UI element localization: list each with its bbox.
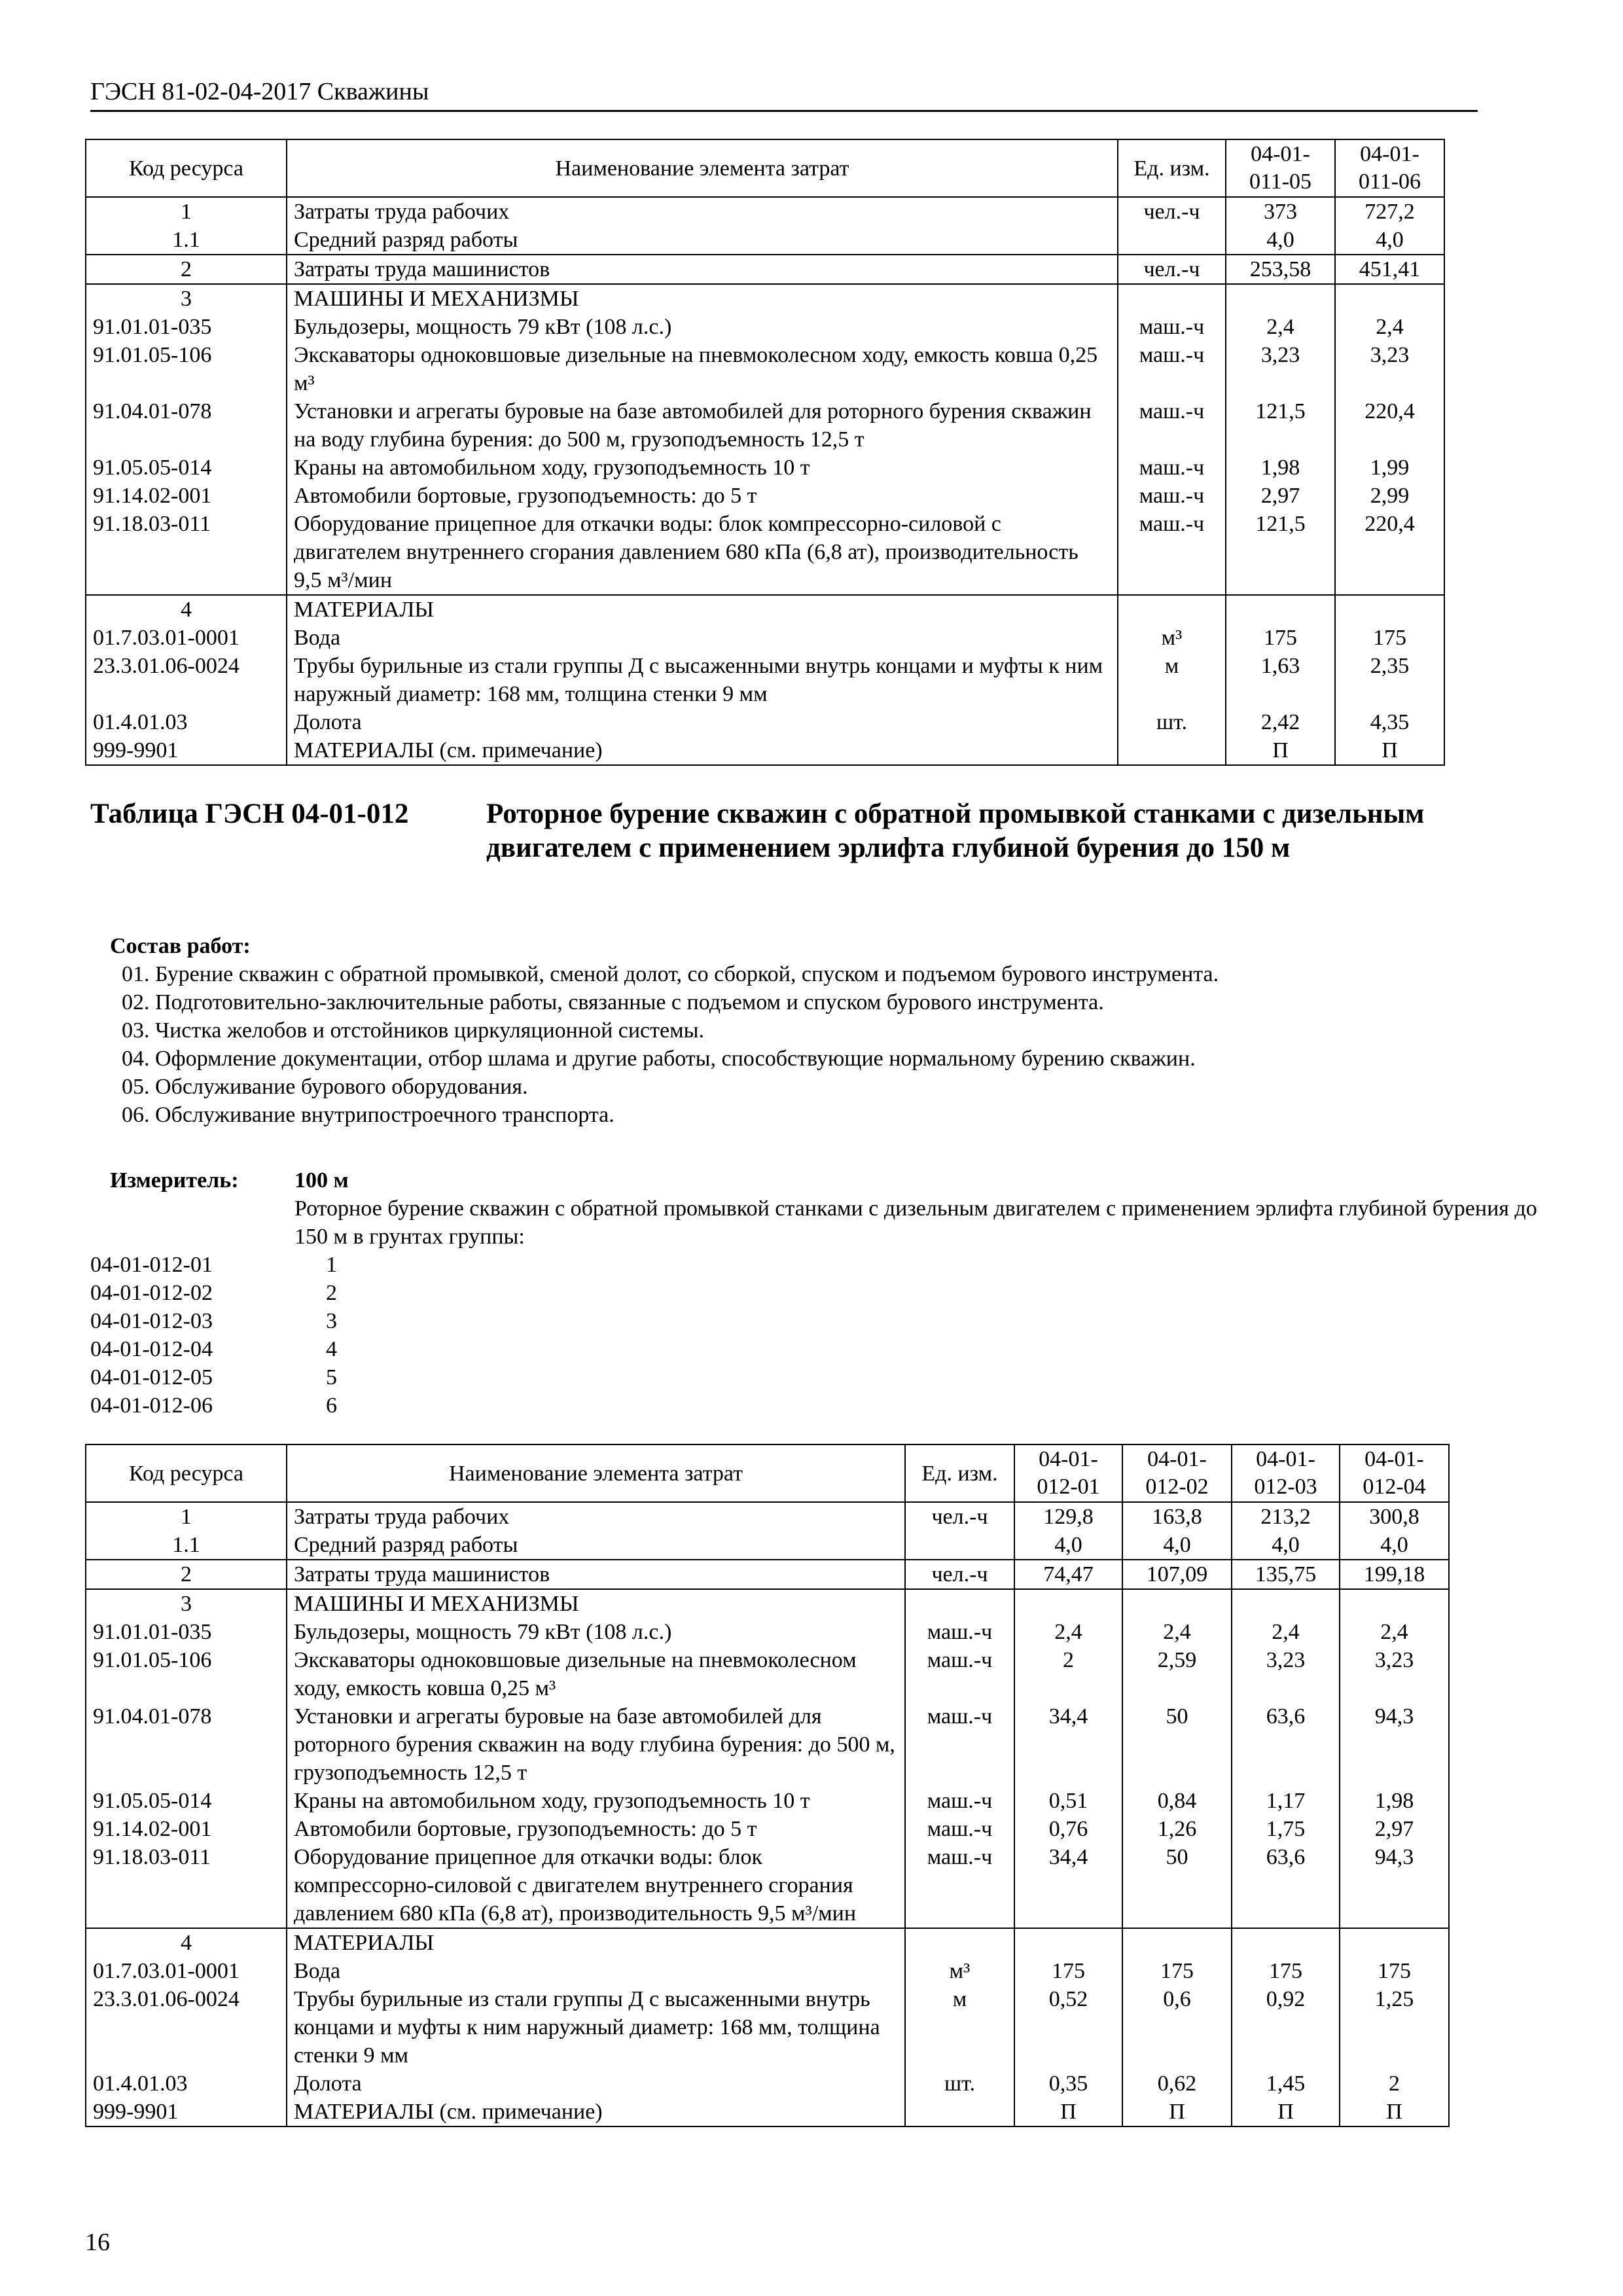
cell-value: 2 (1340, 2070, 1449, 2098)
cell-value: 2,99 (1335, 482, 1444, 510)
cell-unit: чел.-ч (1118, 255, 1226, 284)
cell-value: 1,25 (1340, 1985, 1449, 2070)
cell-value: 2,59 (1122, 1646, 1232, 1702)
table-row (86, 313, 1444, 341)
cell-value (1122, 1589, 1232, 1618)
cell-code: 1.1 (86, 1531, 287, 1560)
meter-code: 04-01-012-05 (90, 1365, 213, 1390)
cell-code: 91.14.02-001 (86, 482, 287, 510)
cell-value: 0,52 (1014, 1985, 1122, 2070)
cell-code: 91.14.02-001 (86, 1815, 287, 1843)
cell-name: Экскаваторы одноковшовые дизельные на пневмоколесном ходу, емкость ковша 0,25 м³ (287, 1646, 905, 1702)
works-title: Состав работ: (110, 934, 251, 958)
cell-value: 2,4 (1014, 1618, 1122, 1646)
table-row (86, 510, 1444, 595)
cell-value: 94,3 (1340, 1843, 1449, 1928)
cell-name: МАШИНЫ И МЕХАНИЗМЫ (287, 284, 1118, 313)
cell-name: Вода (287, 624, 1118, 652)
cell-unit: маш.-ч (1118, 397, 1226, 454)
cell-value: 2,4 (1335, 313, 1444, 341)
cell-value: 1,75 (1232, 1815, 1340, 1843)
cell-name: Долота (287, 708, 1118, 736)
cell-value: 1,45 (1232, 2070, 1340, 2098)
cell-unit (905, 1589, 1014, 1618)
header-unit: Ед. изм. (1118, 139, 1226, 197)
cell-name: Краны на автомобильном ходу, грузоподъемность 10 т (287, 454, 1118, 482)
cell-value: 3,23 (1226, 341, 1335, 397)
cell-unit: маш.-ч (905, 1702, 1014, 1787)
cell-value: 0,84 (1122, 1787, 1232, 1815)
meter-code: 04-01-012-06 (90, 1393, 213, 1418)
header-name: Наименование элемента затрат (287, 1444, 905, 1502)
meter-group: 1 (326, 1253, 337, 1277)
cell-value: 373 (1226, 197, 1335, 226)
cell-code: 999-9901 (86, 736, 287, 765)
header-code: Код ресурса (86, 139, 287, 197)
cell-name: Установки и агрегаты буровые на базе автомобилей для роторного бурения скважин на воду глубина бурения: до 500 м, грузоподъемность 12,5 т (287, 1702, 905, 1787)
cell-unit: маш.-ч (905, 1646, 1014, 1702)
table-row (86, 1928, 1449, 1957)
cell-name: Автомобили бортовые, грузоподъемность: до 5 т (287, 1815, 905, 1843)
cell-name: Затраты труда рабочих (287, 1502, 905, 1531)
cell-value: 50 (1122, 1702, 1232, 1787)
cell-value: П (1340, 2098, 1449, 2126)
table-row (86, 708, 1444, 736)
cell-value: 4,0 (1335, 226, 1444, 255)
cell-unit: чел.-ч (905, 1560, 1014, 1589)
cell-name: Экскаваторы одноковшовые дизельные на пневмоколесном ходу, емкость ковша 0,25 м³ (287, 341, 1118, 397)
cell-unit: м (1118, 652, 1226, 708)
cell-value: 4,0 (1232, 1531, 1340, 1560)
cell-value (1014, 1928, 1122, 1957)
table-row (86, 1618, 1449, 1646)
cell-unit (1118, 736, 1226, 765)
table-row (86, 1985, 1449, 2070)
cell-unit: маш.-ч (1118, 454, 1226, 482)
table-row (86, 1589, 1449, 1618)
table-row (86, 255, 1444, 284)
cell-code: 23.3.01.06-0024 (86, 652, 287, 708)
table-row (86, 1702, 1449, 1787)
cell-name: МАТЕРИАЛЫ (287, 1928, 905, 1957)
meter-label: Измеритель: (110, 1168, 239, 1193)
cell-value: 4,0 (1122, 1531, 1232, 1560)
meter-code: 04-01-012-04 (90, 1337, 213, 1361)
cell-value (1122, 1928, 1232, 1957)
cell-value (1335, 284, 1444, 313)
table-row (86, 397, 1444, 454)
cell-name: Бульдозеры, мощность 79 кВт (108 л.с.) (287, 313, 1118, 341)
cell-value: 727,2 (1335, 197, 1444, 226)
cell-unit (905, 1928, 1014, 1957)
meter-code-row (90, 1279, 548, 1307)
cell-value: 0,51 (1014, 1787, 1122, 1815)
cell-value: П (1226, 736, 1335, 765)
meter-group: 2 (326, 1281, 337, 1305)
table-row (86, 341, 1444, 397)
cell-unit: маш.-ч (1118, 482, 1226, 510)
page-header: ГЭСН 81-02-04-2017 Скважины (90, 77, 1478, 112)
cell-value: 0,62 (1122, 2070, 1232, 2098)
cell-name: Трубы бурильные из стали группы Д с высаженными внутрь концами и муфты к ним наружный диаметр: 168 мм, толщина стенки 9 мм (287, 652, 1118, 708)
cell-value: П (1232, 2098, 1340, 2126)
cell-value: 4,0 (1340, 1531, 1449, 1560)
cell-value: 34,4 (1014, 1702, 1122, 1787)
works-item: 03. Чистка желобов и отстойников циркуляционной системы. (122, 1018, 704, 1043)
meter-code: 04-01-012-02 (90, 1281, 213, 1305)
cell-unit: маш.-ч (905, 1787, 1014, 1815)
table-header-row (86, 139, 1444, 197)
cell-unit: чел.-ч (905, 1502, 1014, 1531)
meter-code-row (90, 1391, 548, 1420)
cell-unit: шт. (905, 2070, 1014, 2098)
cell-unit (1118, 226, 1226, 255)
cell-value (1335, 595, 1444, 624)
cell-code: 91.18.03-011 (86, 1843, 287, 1928)
cell-value: 1,26 (1122, 1815, 1232, 1843)
table-row (86, 1646, 1449, 1702)
cell-value: 213,2 (1232, 1502, 1340, 1531)
cell-unit (905, 1531, 1014, 1560)
cell-value: 63,6 (1232, 1702, 1340, 1787)
cell-value: 2,42 (1226, 708, 1335, 736)
cell-value: 34,4 (1014, 1843, 1122, 1928)
cell-name: Затраты труда рабочих (287, 197, 1118, 226)
cell-value: 63,6 (1232, 1843, 1340, 1928)
cell-value: 3,23 (1335, 341, 1444, 397)
table-row (86, 736, 1444, 765)
cell-value (1226, 595, 1335, 624)
cell-name: Трубы бурильные из стали группы Д с высаженными внутрь концами и муфты к ним наружный диаметр: 168 мм, толщина стенки 9 мм (287, 1985, 905, 2070)
cell-value: 0,92 (1232, 1985, 1340, 2070)
cell-name: Установки и агрегаты буровые на базе автомобилей для роторного бурения скважин на воду глубина бурения: до 500 м, грузоподъемность 12,5 т (287, 397, 1118, 454)
header-col: 04-01- 012-02 (1122, 1444, 1232, 1502)
header-col: 04-01- 011-06 (1335, 139, 1444, 197)
cell-value: 2,4 (1232, 1618, 1340, 1646)
cell-value: 2,4 (1122, 1618, 1232, 1646)
works-item: 01. Бурение скважин с обратной промывкой, сменой долот, со сборкой, спуском и подъемом бурового инструмента. (122, 962, 1219, 986)
meter-codes (90, 1251, 548, 1420)
cell-unit (905, 2098, 1014, 2126)
cell-value (1232, 1589, 1340, 1618)
cell-value: 2,4 (1226, 313, 1335, 341)
header-col: 04-01- 011-05 (1226, 139, 1335, 197)
meter-code-row (90, 1307, 548, 1335)
cell-unit: маш.-ч (905, 1815, 1014, 1843)
cell-value (1340, 1928, 1449, 1957)
meter-group: 5 (326, 1365, 337, 1390)
table-row (86, 1560, 1449, 1589)
table-row (86, 226, 1444, 255)
cell-value: 0,76 (1014, 1815, 1122, 1843)
cell-code: 01.4.01.03 (86, 708, 287, 736)
cell-value (1014, 1589, 1122, 1618)
cell-value: 175 (1226, 624, 1335, 652)
cell-name: Долота (287, 2070, 905, 2098)
cell-value: 199,18 (1340, 1560, 1449, 1589)
cell-name: Оборудование прицепное для откачки воды: блок компрессорно-силовой с двигателем внутреннего сгорания давлением 680 кПа (6,8 ат), производительность 9,5 м³/мин (287, 510, 1118, 595)
cell-unit: м (905, 1985, 1014, 2070)
cell-name: Вода (287, 1957, 905, 1985)
header-name: Наименование элемента затрат (287, 139, 1118, 197)
cell-value: 94,3 (1340, 1702, 1449, 1787)
header-unit: Ед. изм. (905, 1444, 1014, 1502)
cell-value (1226, 284, 1335, 313)
cell-unit (1118, 595, 1226, 624)
header-col: 04-01- 012-04 (1340, 1444, 1449, 1502)
meter-code-row (90, 1363, 548, 1391)
cell-unit: маш.-ч (905, 1843, 1014, 1928)
cell-code: 91.01.01-035 (86, 1618, 287, 1646)
cell-value: 2,97 (1226, 482, 1335, 510)
cell-code: 3 (86, 1589, 287, 1618)
cell-unit: шт. (1118, 708, 1226, 736)
cell-code: 91.04.01-078 (86, 1702, 287, 1787)
cell-code: 91.05.05-014 (86, 1787, 287, 1815)
cell-code: 01.4.01.03 (86, 2070, 287, 2098)
cell-value: 253,58 (1226, 255, 1335, 284)
meter-code: 04-01-012-03 (90, 1309, 213, 1333)
cell-value (1232, 1928, 1340, 1957)
table-caption-label: Таблица ГЭСН 04-01-012 (90, 798, 409, 829)
table-row (86, 1502, 1449, 1531)
cell-unit: маш.-ч (1118, 341, 1226, 397)
table-row (86, 1843, 1449, 1928)
works-item: 04. Оформление документации, отбор шлама и другие работы, способствующие нормальному бурению скважин. (122, 1047, 1196, 1071)
cell-value: 175 (1340, 1957, 1449, 1985)
cell-value: 135,75 (1232, 1560, 1340, 1589)
cell-unit (1118, 284, 1226, 313)
meter-description: Роторное бурение скважин с обратной промывкой станками с дизельным двигателем с применением эрлифта глубиной бурения до 150 м в грунтах группы: (294, 1196, 1537, 1249)
cell-value: 175 (1014, 1957, 1122, 1985)
table-row (86, 1815, 1449, 1843)
cell-value: П (1335, 736, 1444, 765)
cell-value: 4,35 (1335, 708, 1444, 736)
cell-value: 0,35 (1014, 2070, 1122, 2098)
meter-group: 4 (326, 1337, 337, 1361)
cell-value: 4,0 (1226, 226, 1335, 255)
cell-value: П (1122, 2098, 1232, 2126)
works-item: 06. Обслуживание внутрипостроечного транспорта. (122, 1103, 615, 1127)
cell-value: 121,5 (1226, 397, 1335, 454)
cell-value: 300,8 (1340, 1502, 1449, 1531)
header-col: 04-01- 012-03 (1232, 1444, 1340, 1502)
table-row (86, 2098, 1449, 2126)
resource-table-012 (85, 1444, 1450, 2127)
cell-value: 451,41 (1335, 255, 1444, 284)
table-row (86, 284, 1444, 313)
cell-value: 2,35 (1335, 652, 1444, 708)
table-caption-text: Роторное бурение скважин с обратной промывкой станками с дизельным двигателем с применением эрлифта глубиной бурения до 150 м (486, 798, 1425, 863)
cell-value: 0,6 (1122, 1985, 1232, 2070)
cell-code: 1.1 (86, 226, 287, 255)
works-item: 02. Подготовительно-заключительные работы, связанные с подъемом и спуском бурового инструмента. (122, 990, 1104, 1014)
cell-name: Автомобили бортовые, грузоподъемность: до 5 т (287, 482, 1118, 510)
cell-value: 74,47 (1014, 1560, 1122, 1589)
cell-value: 2 (1014, 1646, 1122, 1702)
cell-code: 91.04.01-078 (86, 397, 287, 454)
cell-value: 3,23 (1340, 1646, 1449, 1702)
table-header-row (86, 1444, 1449, 1502)
cell-name: МАТЕРИАЛЫ (287, 595, 1118, 624)
table-body (86, 1502, 1449, 2126)
cell-value: 3,23 (1232, 1646, 1340, 1702)
cell-code: 91.01.05-106 (86, 1646, 287, 1702)
cell-name: МАТЕРИАЛЫ (см. примечание) (287, 2098, 905, 2126)
works-item: 05. Обслуживание бурового оборудования. (122, 1075, 528, 1099)
cell-code: 01.7.03.01-0001 (86, 624, 287, 652)
cell-name: Средний разряд работы (287, 226, 1118, 255)
cell-code: 91.01.01-035 (86, 313, 287, 341)
cell-value: 220,4 (1335, 397, 1444, 454)
cell-value: 107,09 (1122, 1560, 1232, 1589)
cell-code: 91.01.05-106 (86, 341, 287, 397)
meter-unit: 100 м (294, 1168, 349, 1193)
resource-table-011 (85, 139, 1445, 766)
cell-value: 2,97 (1340, 1815, 1449, 1843)
cell-value: 220,4 (1335, 510, 1444, 595)
cell-code: 999-9901 (86, 2098, 287, 2126)
table-row (86, 624, 1444, 652)
cell-value: 2,4 (1340, 1618, 1449, 1646)
meter-code-row (90, 1251, 548, 1279)
table-row (86, 197, 1444, 226)
works-list (110, 932, 1219, 1129)
cell-unit: маш.-ч (905, 1618, 1014, 1646)
cell-code: 1 (86, 197, 287, 226)
cell-name: МАТЕРИАЛЫ (см. примечание) (287, 736, 1118, 765)
cell-name: Бульдозеры, мощность 79 кВт (108 л.с.) (287, 1618, 905, 1646)
cell-unit: м³ (905, 1957, 1014, 1985)
page-number: 16 (85, 2229, 110, 2256)
cell-value: 175 (1335, 624, 1444, 652)
meter-code-row (90, 1335, 548, 1363)
cell-value: 175 (1232, 1957, 1340, 1985)
cell-code: 91.18.03-011 (86, 510, 287, 595)
cell-code: 3 (86, 284, 287, 313)
cell-code: 01.7.03.01-0001 (86, 1957, 287, 1985)
table-row (86, 595, 1444, 624)
cell-unit: маш.-ч (1118, 313, 1226, 341)
cell-code: 4 (86, 595, 287, 624)
header-col: 04-01- 012-01 (1014, 1444, 1122, 1502)
cell-code: 2 (86, 1560, 287, 1589)
cell-name: Оборудование прицепное для откачки воды: блок компрессорно-силовой с двигателем внутреннего сгорания давлением 680 кПа (6,8 ат), производительность 9,5 м³/мин (287, 1843, 905, 1928)
cell-value: 1,98 (1340, 1787, 1449, 1815)
cell-code: 1 (86, 1502, 287, 1531)
cell-value: 129,8 (1014, 1502, 1122, 1531)
cell-value: П (1014, 2098, 1122, 2126)
cell-value: 1,17 (1232, 1787, 1340, 1815)
cell-name: МАШИНЫ И МЕХАНИЗМЫ (287, 1589, 905, 1618)
meter-group: 6 (326, 1393, 337, 1418)
cell-value: 163,8 (1122, 1502, 1232, 1531)
meter-code: 04-01-012-01 (90, 1253, 213, 1277)
table-row (86, 2070, 1449, 2098)
table-body (86, 197, 1444, 765)
meter-group: 3 (326, 1309, 337, 1333)
table-row (86, 652, 1444, 708)
cell-code: 2 (86, 255, 287, 284)
cell-value: 121,5 (1226, 510, 1335, 595)
cell-unit: м³ (1118, 624, 1226, 652)
cell-value: 50 (1122, 1843, 1232, 1928)
table-row (86, 482, 1444, 510)
cell-code: 4 (86, 1928, 287, 1957)
table-row (86, 1531, 1449, 1560)
cell-name: Затраты труда машинистов (287, 255, 1118, 284)
table-row (86, 1787, 1449, 1815)
cell-name: Затраты труда машинистов (287, 1560, 905, 1589)
cell-value (1340, 1589, 1449, 1618)
header-code: Код ресурса (86, 1444, 287, 1502)
cell-value: 175 (1122, 1957, 1232, 1985)
cell-unit: чел.-ч (1118, 197, 1226, 226)
cell-name: Средний разряд работы (287, 1531, 905, 1560)
cell-value: 1,98 (1226, 454, 1335, 482)
cell-name: Краны на автомобильном ходу, грузоподъемность 10 т (287, 1787, 905, 1815)
cell-value: 1,99 (1335, 454, 1444, 482)
cell-value: 1,63 (1226, 652, 1335, 708)
cell-value: 4,0 (1014, 1531, 1122, 1560)
table-row (86, 454, 1444, 482)
table-row (86, 1957, 1449, 1985)
cell-unit: маш.-ч (1118, 510, 1226, 595)
cell-code: 91.05.05-014 (86, 454, 287, 482)
cell-code: 23.3.01.06-0024 (86, 1985, 287, 2070)
